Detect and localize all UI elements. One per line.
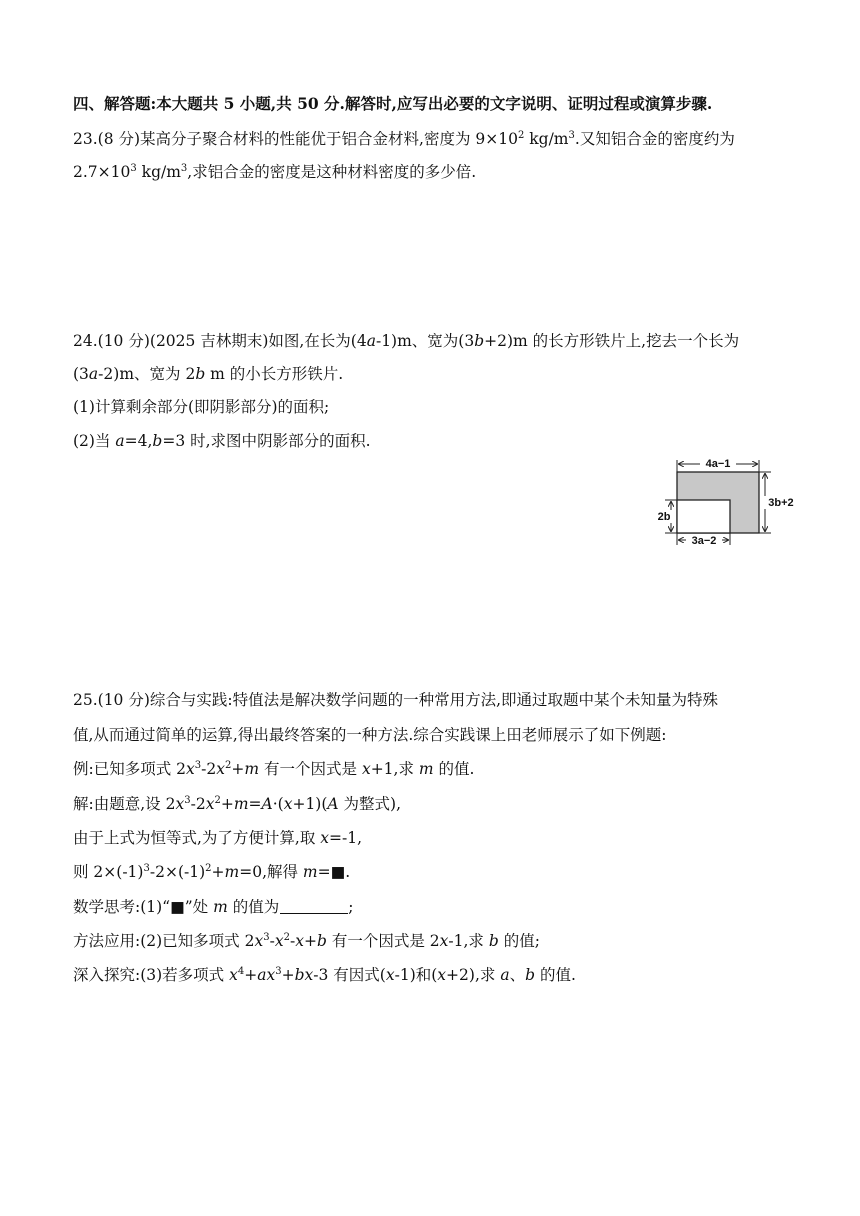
q24-line-1: 24.(10 分)(2025 吉林期末)如图,在长为(4a-1)m、宽为(3b+2)m 的长方形铁片上,挖去一个长为 <box>73 332 740 350</box>
q25-line-1: 25.(10 分)综合与实践:特值法是解决数学问题的一种常用方法,即通过取题中某个未知量为特殊 <box>73 691 719 709</box>
q25-example: 例:已知多项式 $2x^3-2x^2+m$ 有一个因式是 x+1,求 m 的值. <box>73 760 475 778</box>
q25-solution-3: 则 $2\times(-1)^3-2\times(-1)^2+m=0$,解得 m=■. <box>73 863 351 881</box>
q24-part-1: (1)计算剩余部分(即阴影部分)的面积; <box>73 398 330 416</box>
q24-part-2: (2)当 a=4,b=3 时,求图中阴影部分的面积. <box>73 432 371 450</box>
label-left: 2b <box>657 511 671 523</box>
q25-solution-1: 解:由题意,设 $2x^3-2x^2+m=A\cdot(x+1)(A$ 为整式), <box>73 795 402 813</box>
q25-line-2: 值,从而通过简单的运算,得出最终答案的一种方法.综合实践课上田老师展示了如下例题: <box>73 726 667 744</box>
q25-explore: 深入探究:(3)若多项式 $x^4+ax^3+bx-3$ 有因式(x-1)和(x+2),求 a、b 的值. <box>73 966 576 984</box>
q24-line-2: (3a-2)m、宽为 2b m 的小长方形铁片. <box>73 365 344 383</box>
label-right: 3b+2 <box>768 497 794 509</box>
label-top: 4a−1 <box>705 458 731 470</box>
label-bottom: 3a−2 <box>691 535 717 547</box>
q25-apply: 方法应用:(2)已知多项式 $2x^3-x^2-x+b$ 有一个因式是 2x-1,求 b 的值; <box>73 932 540 950</box>
q23-line-1: 23.(8 分)某高分子聚合材料的性能优于铝合金材料,密度为 $9\times 10^2$ $kg/m^3$.又知铝合金的密度约为 <box>73 130 735 148</box>
cutout-rectangle <box>677 500 730 533</box>
q25-think: 数学思考:(1)“■”处 m 的值为 ; <box>73 898 354 916</box>
q23-line-2: $2.7\times 10^3$ $kg/m^3$,求铝合金的密度是这种材料密度的多少倍. <box>73 163 477 181</box>
answer-blank[interactable] <box>280 899 348 914</box>
rectangle-figure <box>652 452 802 554</box>
section-heading: 四、解答题:本大题共 5 小题,共 50 分.解答时,应写出必要的文字说明、证明过程或演算步骤. <box>73 94 713 113</box>
q25-solution-2: 由于上式为恒等式,为了方便计算,取 x=-1, <box>73 829 363 847</box>
